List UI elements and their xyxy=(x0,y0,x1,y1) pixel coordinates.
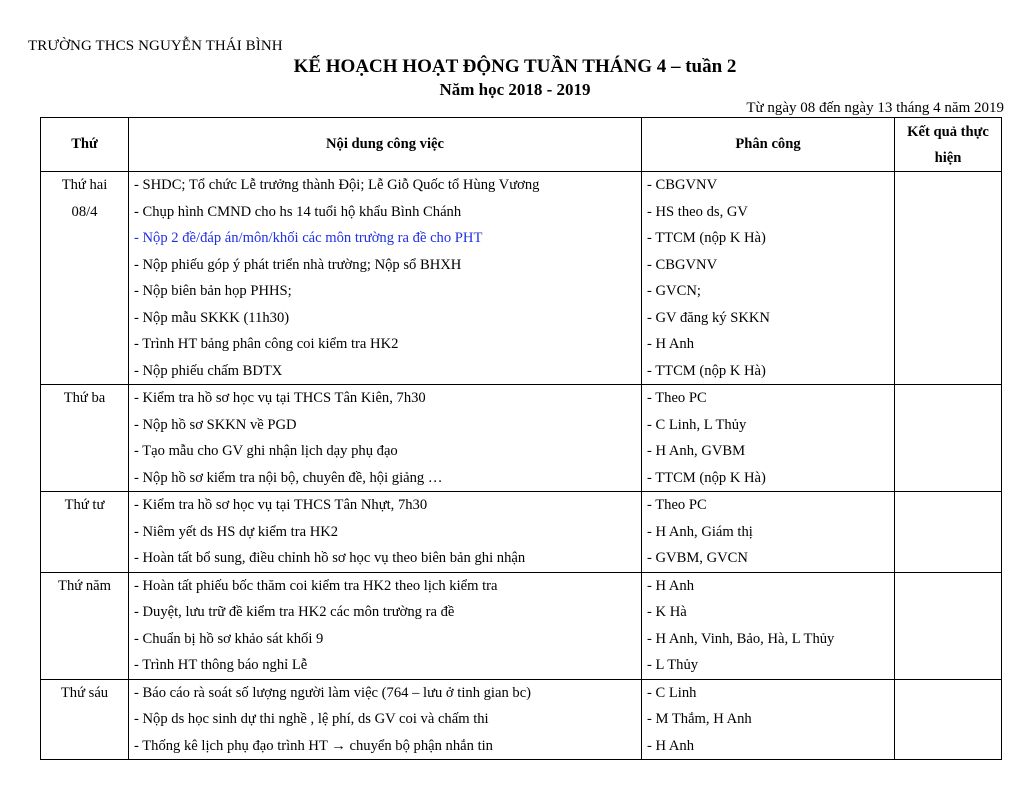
column-header-result-line2: hiện xyxy=(934,149,962,166)
assignee-item: - HS theo ds, GV xyxy=(647,203,748,220)
assignee-item: - CBGVNV xyxy=(647,177,718,193)
task-item: - Nộp hồ sơ SKKN về PGD xyxy=(134,416,297,433)
task-item: - Nộp biên bản họp PHHS; xyxy=(134,283,292,299)
assignee-item: - H Anh xyxy=(647,577,695,594)
task-item: - Nộp phiếu chấm BDTX xyxy=(134,362,283,379)
day-label: Thứ năm xyxy=(58,577,111,594)
assignee-item: - H Anh, Giám thị xyxy=(647,523,753,540)
day-date: 08/4 xyxy=(71,203,98,220)
task-item: - Thống kê lịch phụ đạo trình HT → chuyển bộ phận nhắn tin xyxy=(134,737,493,754)
column-header-content: Nội dung công việc xyxy=(129,118,642,172)
assignee-item: - TTCM (nộp K Hà) xyxy=(647,362,766,379)
assignee-item: - GVCN; xyxy=(647,283,701,299)
result-cell xyxy=(895,679,1002,760)
assignee-item: - TTCM (nộp K Hà) xyxy=(647,230,766,246)
assignee-item: - H Anh, Vinh, Bảo, Hà, L Thủy xyxy=(647,630,835,647)
assignee-item: - M Thắm, H Anh xyxy=(647,711,752,727)
day-label: Thứ sáu xyxy=(60,684,109,701)
task-item: - Nộp mẫu SKKK (11h30) xyxy=(134,309,290,326)
task-content-cell xyxy=(129,572,642,679)
assignee-item: - TTCM (nộp K Hà) xyxy=(647,469,766,486)
document-title: KẾ HOẠCH HOẠT ĐỘNG TUẦN THÁNG 4 – tuần 2 xyxy=(293,56,737,77)
task-item: - Nộp hồ sơ kiểm tra nội bộ, chuyên đề, hội giảng … xyxy=(134,469,443,486)
task-item: - SHDC; Tổ chức Lễ trưởng thành Đội; Lễ Giỗ Quốc tổ Hùng Vương xyxy=(134,177,540,193)
table-row xyxy=(41,679,1002,760)
assignee-item: - H Anh xyxy=(647,737,695,754)
assignee-item: - C Linh, L Thủy xyxy=(647,416,747,433)
column-header-assign: Phân công xyxy=(642,118,895,172)
task-item: - Báo cáo rà soát số lượng người làm việc (764 – lưu ở tinh gian bc) xyxy=(134,684,532,701)
task-item: - Nộp phiếu góp ý phát triển nhà trường; Nộp sổ BHXH xyxy=(134,256,462,273)
school-year: Năm học 2018 - 2019 xyxy=(439,80,591,99)
task-content-cell xyxy=(129,385,642,492)
assignee-item: - L Thủy xyxy=(647,657,699,673)
table-row xyxy=(41,492,1002,573)
day-cell xyxy=(41,679,129,760)
assignment-cell xyxy=(642,172,895,385)
day-label: Thứ hai xyxy=(61,177,108,193)
day-cell xyxy=(41,572,129,679)
day-label: Thứ ba xyxy=(63,390,106,406)
task-content-cell xyxy=(129,172,642,385)
task-item: - Kiểm tra hồ sơ học vụ tại THCS Tân Nhựt, 7h30 xyxy=(134,497,428,513)
table-row xyxy=(41,172,1002,385)
date-range: Từ ngày 08 đến ngày 13 tháng 4 năm 2019 xyxy=(746,100,1004,116)
task-item: - Hoàn tất bổ sung, điều chỉnh hồ sơ học vụ theo biên bản ghi nhận xyxy=(134,550,526,566)
day-cell xyxy=(41,385,129,492)
column-header-result xyxy=(895,118,1002,172)
assignee-item: - GV đăng ký SKKN xyxy=(647,309,770,326)
task-item: - Duyệt, lưu trữ đề kiểm tra HK2 các môn trường ra đề xyxy=(134,604,455,620)
assignee-item: - C Linh xyxy=(647,684,697,701)
table-row xyxy=(41,572,1002,679)
assignee-item: - GVBM, GVCN xyxy=(647,550,748,566)
task-content-cell xyxy=(129,679,642,760)
column-header-result-line1: Kết quả thực xyxy=(907,123,989,140)
task-item: - Kiểm tra hồ sơ học vụ tại THCS Tân Kiên, 7h30 xyxy=(134,390,426,406)
column-header-day: Thứ xyxy=(41,118,129,172)
result-cell xyxy=(895,572,1002,679)
table-body xyxy=(41,172,1002,760)
assignee-item: - H Anh xyxy=(647,336,695,352)
day-label: Thứ tư xyxy=(64,497,105,513)
assignment-cell xyxy=(642,679,895,760)
task-item: - Trình HT bảng phân công coi kiểm tra HK2 xyxy=(134,336,399,352)
table-row xyxy=(41,385,1002,492)
task-item: - Tạo mẫu cho GV ghi nhận lịch dạy phụ đạo xyxy=(134,443,398,459)
result-cell xyxy=(895,172,1002,385)
day-cell xyxy=(41,492,129,573)
day-cell xyxy=(41,172,129,385)
task-item: - Hoàn tất phiếu bốc thăm coi kiểm tra HK2 theo lịch kiểm tra xyxy=(134,577,498,594)
assignee-item: - H Anh, GVBM xyxy=(647,443,746,459)
task-content-cell xyxy=(129,492,642,573)
table-header-row xyxy=(41,118,1002,172)
assignment-cell xyxy=(642,572,895,679)
task-item: - Chụp hình CMND cho hs 14 tuổi hộ khẩu Bình Chánh xyxy=(134,203,462,220)
assignee-item: - Theo PC xyxy=(647,497,707,513)
result-cell xyxy=(895,492,1002,573)
task-item: - Chuẩn bị hồ sơ khảo sát khối 9 xyxy=(134,630,324,647)
assignee-item: - Theo PC xyxy=(647,390,707,406)
task-item: - Niêm yết ds HS dự kiểm tra HK2 xyxy=(134,523,339,540)
task-item: - Trình HT thông báo nghỉ Lễ xyxy=(134,657,308,673)
school-name: TRƯỜNG THCS NGUYỄN THÁI BÌNH xyxy=(28,38,283,54)
weekly-plan-table xyxy=(40,117,1002,760)
task-item: - Nộp 2 đề/đáp án/môn/khối các môn trường ra đề cho PHT xyxy=(134,230,483,246)
assignee-item: - CBGVNV xyxy=(647,256,718,273)
assignment-cell xyxy=(642,385,895,492)
assignee-item: - K Hà xyxy=(647,604,687,620)
task-item: - Nộp ds học sinh dự thi nghề , lệ phí, ds GV coi và chấm thi xyxy=(134,711,489,727)
assignment-cell xyxy=(642,492,895,573)
result-cell xyxy=(895,385,1002,492)
